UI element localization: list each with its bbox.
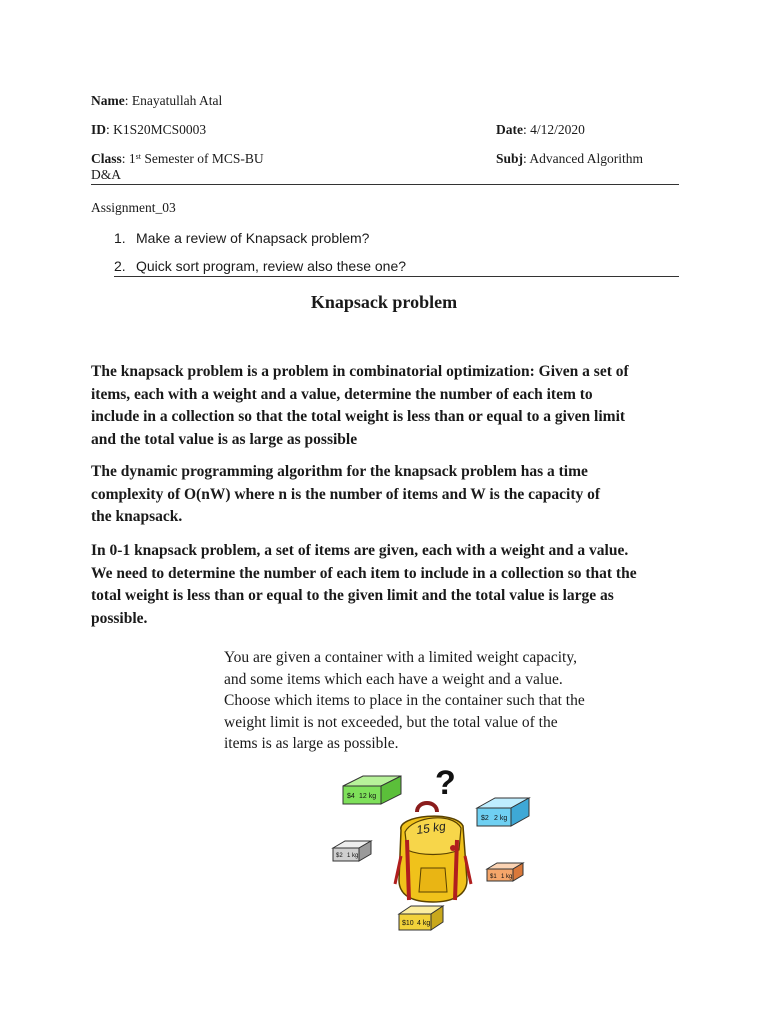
paragraph-definition <box>91 361 691 451</box>
item-box-yellow <box>399 906 443 930</box>
question-mark: ? <box>435 764 456 802</box>
paragraph-line: We need to determine the number of each item to include in a collection so that the <box>91 564 637 582</box>
paragraph-line: possible. <box>91 609 148 627</box>
paragraph-line: include in a collection so that the total weight is less than or equal to a given limit <box>91 408 626 425</box>
item-price: $2 <box>336 853 343 859</box>
assignment-item <box>114 258 407 274</box>
paragraph-line: In 0-1 knapsack problem, a set of items are given, each with a weight and a value. <box>91 542 629 559</box>
date-value: : 4/12/2020 <box>523 122 585 137</box>
name-line <box>91 93 222 109</box>
paragraph-line: The dynamic programming algorithm for the knapsack problem has a time <box>91 463 588 480</box>
class-value-sup: st <box>135 152 141 161</box>
statement-line: and some items which each have a weight and a value. <box>224 670 563 688</box>
item-box-gray <box>333 841 371 861</box>
paragraph-line: complexity of O(nW) where n is the number of items and W is the capacity of <box>91 485 601 503</box>
statement-line: Choose which items to place in the container such that the <box>224 692 585 710</box>
item-weight: 2 kg <box>494 815 508 822</box>
statement-line: weight limit is not exceeded, but the total value of the <box>224 713 558 731</box>
assignment-title: Assignment_03 <box>91 200 176 215</box>
date-line <box>496 122 585 138</box>
paragraph-line: and the total value is as large as possible <box>91 430 358 448</box>
item-weight: 1 kg <box>347 853 359 859</box>
subj-label: Subj <box>496 151 524 166</box>
item-price: $2 <box>481 815 489 822</box>
paragraph-line: the knapsack. <box>91 508 183 525</box>
assignment-item-text: Make a review of Knapsack problem? <box>136 230 370 246</box>
knapsack-illustration <box>325 760 555 940</box>
item-price: $10 <box>402 920 414 927</box>
item-price: $1 <box>490 874 497 880</box>
subj-line <box>496 151 643 167</box>
statement-line: items is as large as possible. <box>224 735 399 753</box>
subj-value: : Advanced Algorithm <box>523 151 644 166</box>
class-label: Class <box>91 151 122 166</box>
class-continued: D&A <box>91 167 121 182</box>
item-price: $4 <box>347 793 355 800</box>
date-label: Date <box>496 122 523 137</box>
assignment-item <box>114 230 370 246</box>
item-weight: 4 kg <box>417 920 431 927</box>
paragraph-line: The knapsack problem is a problem in combinatorial optimization: Given a set of <box>91 363 629 380</box>
header-rule <box>91 184 679 185</box>
paragraph-complexity <box>91 461 691 529</box>
doc-title: Knapsack problem <box>310 292 458 312</box>
name-value: : Enayatullah Atal <box>124 93 223 108</box>
problem-statement <box>224 647 585 755</box>
class-line <box>91 151 264 167</box>
statement-line: You are given a container with a limited weight capacity, <box>224 649 577 666</box>
assignment-rule <box>114 276 679 277</box>
backpack <box>395 803 471 902</box>
assignment-item-number: 2. <box>114 258 126 274</box>
assignment-item-number: 1. <box>114 230 126 246</box>
paragraph-line: items, each with a weight and a value, determine the number of each item to <box>91 385 593 403</box>
class-value-pre: : 1 <box>121 151 136 166</box>
paragraph-line: total weight is less than or equal to the given limit and the total value is large as <box>91 587 614 604</box>
bag-capacity: 15 kg <box>415 819 447 837</box>
item-weight: 1 kg <box>501 874 513 880</box>
class-value-post: Semester of MCS-BU <box>141 151 264 166</box>
id-line <box>91 122 206 138</box>
id-label: ID <box>91 122 107 137</box>
item-weight: 12 kg <box>359 793 377 800</box>
knapsack-figure-svg <box>325 760 555 940</box>
id-value: : K1S20MCS0003 <box>106 122 207 137</box>
item-box-blue <box>477 798 529 826</box>
assignment-item-text: Quick sort program, review also these one? <box>136 258 407 274</box>
item-box-orange <box>487 863 523 881</box>
name-label: Name <box>91 93 125 108</box>
paragraph-01-knapsack <box>91 540 687 630</box>
item-box-green <box>343 776 401 804</box>
